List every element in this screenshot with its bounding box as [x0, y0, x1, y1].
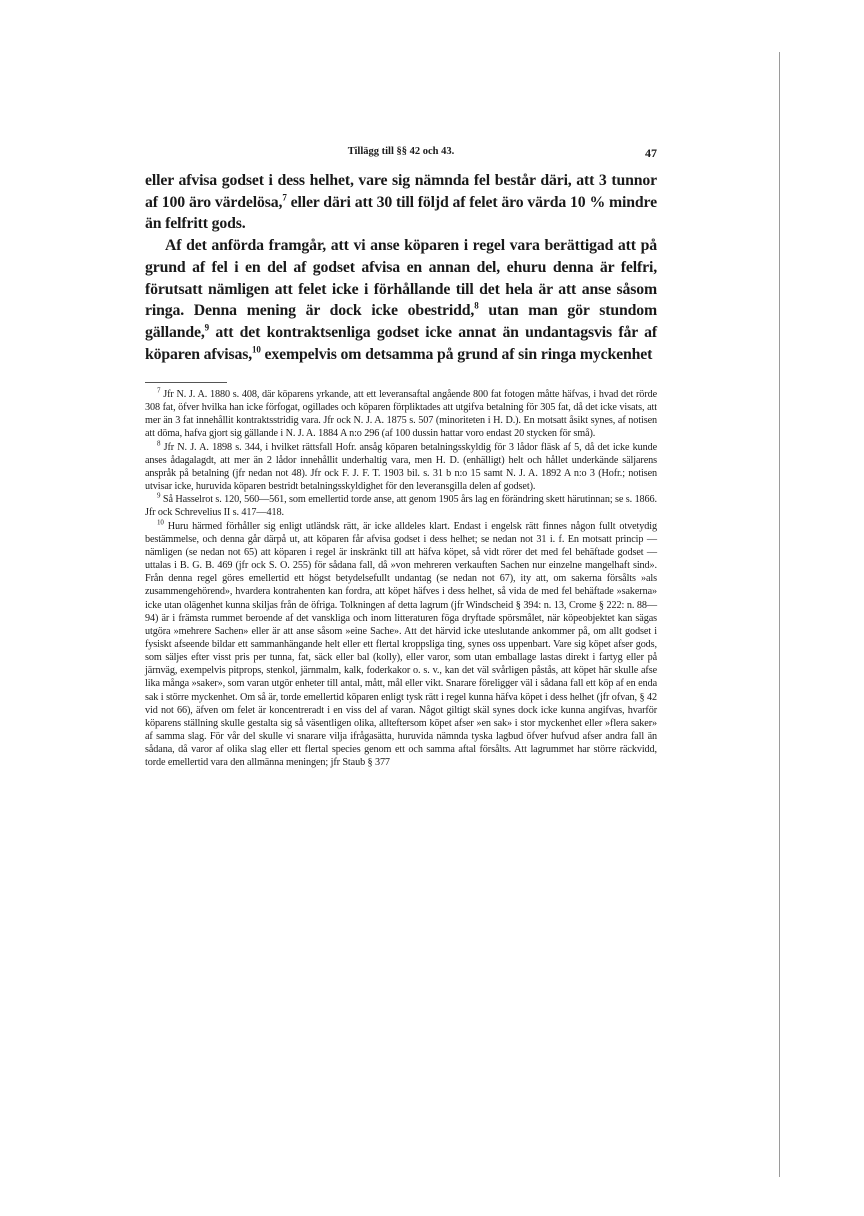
- scan-margin-line: [779, 52, 780, 1177]
- paragraph-2-text-b: utan man gör stundom gällande,: [145, 302, 657, 341]
- footnote-ref-10: 10: [252, 344, 261, 355]
- footnote-10-text: Huru härmed förhåller sig enligt utländsk rätt, är icke alldeles klart. Endast i engelsk rätt finnes någon fullt otvetydig bestämmelse, och denna går därpå ut, att köparen får afvisa godset i dess helhet; se nedan not 31 i. f. En motsatt princip — nämligen (se nedan not 65) att köparen i regel är inskränkt till att häfva köpet, så vidt rörer det med fel behäftade godset — uttalas i B. G. B. 469 (jfr ock S. O. 255) för sådana fall, då »von mehreren verkauften Sachen nur einzelne mangelhaft sind». Från denna regel göres emellertid ett högst betydelsefullt undantag (se nedan not 67), ity att, om sakerna försålts »als zusammengehörend», hvardera kontrahenten kan fordra, att köpet häfves i dess helhet, så vida de med fel behäftade »sakerna» icke utan olägenhet kunna skiljas från de öfriga. Tolkningen af detta lagrum (jfr Windscheid § 394: n. 13, Crome § 222: n. 88—94) är i främsta rummet beroende af det vanskliga och inom litteraturen föga dryftade spörsmålet, när köpeobjektet kan sägas utgöra »mehrere Sachen» eller är att anse såsom »eine Sache». Att det härvid icke uteslutande ankommer på, om allt godset i fysiskt afseende bildar ett sammanhängande helt eller ett flertal kroppsliga ting, synes oss uppenbart. Vare sig köpet afser gods, som säljes efter visst pris per tunna, fat, säck eller bal (kolly), eller varor, som utan emballage lastas direkt i fartyg eller på järnväg, exempelvis pitprops, stenkol, järnmalm, kalk, foderkakor o. s. v., kan det väl svårligen påstås, att köpet här skulle afse lika många »saker», som varan utgör enheter till antal, mått, mål eller vikt. Snarare föreligger väl i sådana fall ett köp af en enda sak i större myckenhet. Om så är, torde emellertid köparen enligt tysk rätt i regel kunna häfva köpet i dess helhet (jfr ofvan, § 42 vid not 66), äfven om felet är koncentreradt i en viss del af varan. Något giltigt skäl synes dock icke kunna angifvas, hvarför köparens ställning skulle gestalta sig så väsentligen olika, allteftersom köpet afser »en sak» i stor myckenhet eller »flera saker» af samma slag. För vår del skulle vi snarare vilja ifrågasätta, huruvida nämnda tyska lagbud öfver hufvud afser andra fall än sådana, då varor af olika slag eller ett flertal species genom ett och samma aftal försålts. Att lagrummet har större räckvidd, torde emellertid vara den allmänna meningen; jfr Staub § 377: [145, 520, 657, 769]
- paragraph-2-text-a: Af det anförda framgår, att vi anse köparen i regel vara berättigad att på grund af fel i en del af godset afvisa en annan del, ehuru denna är felfri, förutsatt nämligen att felet icke i förhållande till det hela är att anse såsom ringa. Denna mening är dock icke obestridd,: [145, 237, 657, 320]
- page-number: 47: [645, 146, 657, 160]
- footnote-ref-8: 8: [474, 300, 479, 311]
- paragraph-2: [145, 235, 657, 365]
- footnote-8-mark: 8: [157, 439, 161, 448]
- paragraph-2-text-c: att det kontraktsenliga godset icke annat än undantagsvis får af köparen afvisas,: [145, 323, 657, 363]
- running-head: Tillägg till §§ 42 och 43.: [347, 146, 455, 157]
- footnote-8-text: Jfr N. J. A. 1898 s. 344, i hvilket rättsfall Hofr. ansåg köparen betalningsskyldig för 3 lådor fläsk af 5, då det icke kunde anses ådagalagdt, att mer än 2 lådor innehållit underhaltig vara, men H. D. (enhälligt) helt och hållet underkände säljarens anspråk på betalning (jfr nedan not 48). Jfr ock F. J. F. T. 1903 bil. s. 31 b n:o 15 samt N. J. A. 1892 A n:o 3 (Hofr.; notisen utvisar icke, huruvida köparen bestridt betalningsskyldighet för den leveransgilla delen af godset).: [145, 441, 657, 493]
- paragraph-1: [145, 170, 657, 235]
- footnote-9: [145, 493, 657, 519]
- footnote-10-mark: 10: [157, 518, 164, 527]
- footnote-7-text: Jfr N. J. A. 1880 s. 408, där köparens yrkande, att ett leveransaftal angående 800 fat fotogen måtte häfvas, i hvad det rörde 308 fat, öfver hvilka han icke förfogat, ogillades och köparen förpliktades att utgifva betalning för 305 fat, då det icke visats, att mer än 3 fat innehållit kontraktsstridig vara. Jfr ock N. J. A. 1875 s. 507 (minoriteten i H. D.). En motsatt åsikt synes, af notisen att döma, hafva gjort sig gällande i N. J. A. 1884 A n:o 296 (af 100 dussin hattar voro endast 20 stycken för små).: [145, 389, 657, 440]
- footnote-ref-7: 7: [282, 192, 287, 203]
- footnote-separator: [145, 382, 227, 383]
- footnote-9-text: Så Hasselrot s. 120, 560—561, som emellertid torde anse, att genom 1905 års lag en förändring skett härutinnan; se s. 1866. Jfr ock Schrevelius II s. 417—418.: [145, 494, 657, 519]
- footnote-ref-9: 9: [204, 322, 210, 333]
- footnote-8: [145, 441, 657, 494]
- footnotes: [145, 388, 657, 770]
- footnote-10: [145, 520, 657, 770]
- main-text: [145, 170, 657, 365]
- footnote-9-mark: 9: [157, 491, 161, 500]
- footnote-7: [145, 388, 657, 441]
- footnote-7-mark: 7: [157, 386, 161, 395]
- paragraph-1-text-a: eller afvisa godset i dess helhet, vare sig nämnda fel består däri, att 3 tunnor af 100 äro värdelösa,: [145, 172, 657, 211]
- paragraph-1-text-b: eller däri att 30 till följd af felet äro värda 10 % mindre än felfritt gods.: [145, 193, 657, 233]
- page-header: [145, 146, 657, 164]
- paragraph-2-text-d: exempelvis om detsamma på grund af sin ringa myckenhet: [260, 345, 653, 363]
